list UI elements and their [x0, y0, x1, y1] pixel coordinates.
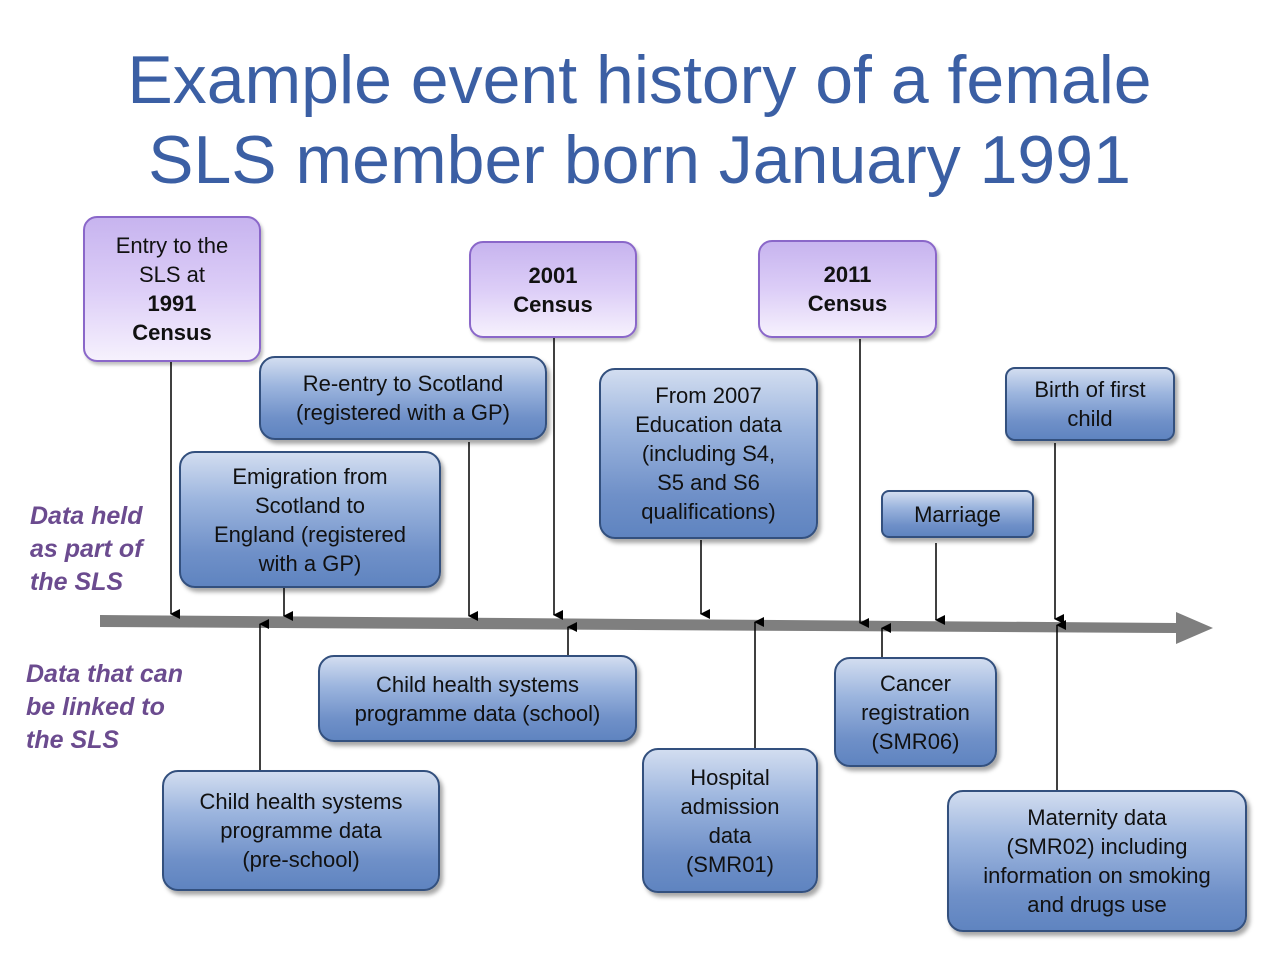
- title-line-2: SLS member born January 1991: [148, 122, 1131, 198]
- event-marriage-box: Marriage: [881, 490, 1034, 538]
- event-emigration-box: Emigration from Scotland to England (registered with a GP): [179, 451, 441, 588]
- timeline-arrow: [100, 612, 1213, 644]
- linked-child-preschool-box: Child health systems programme data (pre-school): [162, 770, 440, 891]
- linked-hospital-box: Hospital admission data (SMR01): [642, 748, 818, 893]
- census-2011-box: 2011 Census: [758, 240, 937, 338]
- linked-child-school-box: Child health systems programme data (school): [318, 655, 637, 742]
- event-reentry-box: Re-entry to Scotland (registered with a GP): [259, 356, 547, 440]
- linked-maternity-box: Maternity data (SMR02) including information on smoking and drugs use: [947, 790, 1247, 932]
- linked-cancer-box: Cancer registration (SMR06): [834, 657, 997, 767]
- event-birth-box: Birth of first child: [1005, 367, 1175, 441]
- census-1991-box: Entry to the SLS at 1991 Census: [83, 216, 261, 362]
- event-education-box: From 2007 Education data (including S4, S5 and S6 qualifications): [599, 368, 818, 539]
- label-data-linked: Data that can be linked to the SLS: [26, 660, 183, 754]
- label-data-held: Data held as part of the SLS: [30, 502, 143, 596]
- title-line-1: Example event history of a female: [127, 42, 1152, 118]
- census-2001-box: 2001 Census: [469, 241, 637, 338]
